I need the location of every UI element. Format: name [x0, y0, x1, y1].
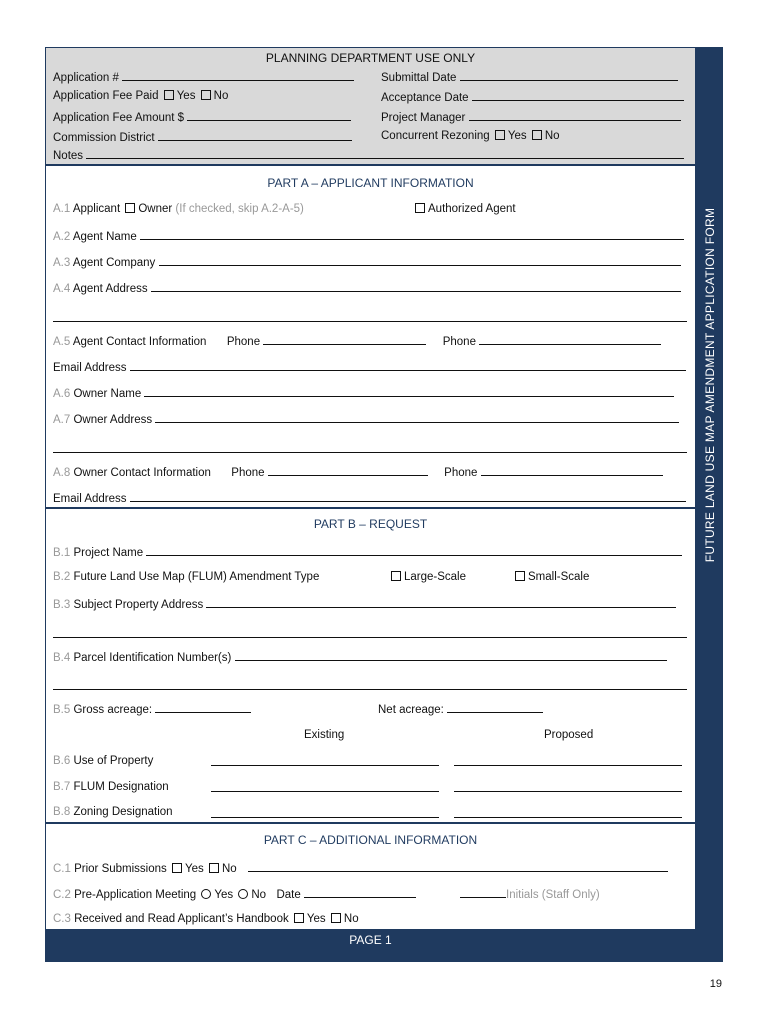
acceptance-date-row: Acceptance Date [381, 90, 684, 104]
prior-submissions-row: C.1 Prior Submissions Yes No [53, 861, 668, 875]
handbook-yes-checkbox[interactable] [294, 913, 304, 923]
owner-contact-row: A.8 Owner Contact Information Phone Phone [53, 465, 663, 479]
owner-address-row: A.7 Owner Address [53, 412, 679, 426]
application-number-field[interactable] [122, 70, 354, 81]
rezoning-yes-checkbox[interactable] [495, 130, 505, 140]
agent-phone-field-2[interactable] [479, 334, 661, 345]
form-frame [45, 47, 696, 962]
zoning-existing-field[interactable] [211, 807, 439, 818]
project-manager-field[interactable] [469, 110, 681, 121]
owner-email-field[interactable] [130, 491, 686, 502]
zoning-designation-row: B.8 Zoning Designation [53, 806, 173, 818]
parcel-id-line-2[interactable] [53, 689, 687, 690]
flum-proposed-field[interactable] [454, 781, 682, 792]
initials-row: Initials (Staff Only) [460, 887, 600, 901]
agent-phone-field-1[interactable] [263, 334, 426, 345]
pre-app-no-radio[interactable] [238, 889, 248, 899]
agent-contact-row: A.5 Agent Contact Information Phone Phone [53, 334, 661, 348]
notes-row: Notes [53, 148, 684, 162]
footer-page-label: PAGE 1 [349, 933, 392, 947]
large-scale-checkbox[interactable] [391, 571, 401, 581]
agent-name-field[interactable] [140, 229, 684, 240]
page-footer [46, 929, 695, 961]
fee-paid-yes-checkbox[interactable] [164, 90, 174, 100]
part-b-title: PART B – REQUEST [313, 517, 428, 531]
agent-email-row: Email Address [53, 360, 686, 374]
flum-designation-row: B.7 FLUM Designation [53, 781, 169, 793]
authorized-agent-option: Authorized Agent [413, 203, 516, 215]
owner-name-row: A.6 Owner Name [53, 386, 674, 400]
owner-phone-field-2[interactable] [481, 465, 663, 476]
fee-paid-no-checkbox[interactable] [201, 90, 211, 100]
notes-field[interactable] [86, 148, 684, 159]
flum-existing-field[interactable] [211, 781, 439, 792]
rezoning-no-checkbox[interactable] [532, 130, 542, 140]
prior-no-checkbox[interactable] [209, 863, 219, 873]
sidebar-title: FUTURE LAND USE MAP AMENDMENT APPLICATION FORM [702, 207, 717, 562]
owner-address-line-2[interactable] [53, 452, 687, 453]
planning-title: PLANNING DEPARTMENT USE ONLY [265, 51, 476, 65]
part-b-divider [46, 822, 695, 824]
part-a-divider [46, 507, 695, 509]
net-acreage-row: Net acreage: [378, 702, 543, 716]
prior-yes-checkbox[interactable] [172, 863, 182, 873]
use-existing-field[interactable] [211, 755, 439, 766]
small-scale-checkbox[interactable] [515, 571, 525, 581]
page-number: 19 [709, 978, 722, 990]
fee-paid-row: Application Fee Paid Yes No [53, 90, 229, 102]
zoning-proposed-field[interactable] [454, 807, 682, 818]
fee-amount-row: Application Fee Amount $ [53, 110, 351, 124]
owner-email-row: Email Address [53, 491, 686, 505]
parcel-id-field[interactable] [235, 650, 667, 661]
form-title-sidebar [696, 47, 723, 962]
flum-amendment-type-row: B.2 Future Land Use Map (FLUM) Amendment Type [53, 571, 320, 583]
prior-submissions-field[interactable] [248, 861, 668, 872]
initials-field[interactable] [460, 887, 506, 898]
use-proposed-field[interactable] [454, 755, 682, 766]
net-acreage-field[interactable] [447, 702, 543, 713]
fee-amount-field[interactable] [187, 110, 351, 121]
pre-app-date-field[interactable] [304, 887, 416, 898]
submittal-date-field[interactable] [460, 70, 678, 81]
agent-address-line-2[interactable] [53, 321, 687, 322]
application-number-row: Application # [53, 70, 354, 84]
agent-company-row: A.3 Agent Company [53, 255, 681, 269]
commission-district-field[interactable] [158, 130, 352, 141]
large-scale-option: Large-Scale [389, 571, 466, 583]
owner-checkbox[interactable] [125, 203, 135, 213]
part-a-title: PART A – APPLICANT INFORMATION [267, 176, 474, 190]
parcel-id-row: B.4 Parcel Identification Number(s) [53, 650, 667, 664]
project-name-field[interactable] [146, 545, 682, 556]
concurrent-rezoning-row: Concurrent Rezoning Yes No [381, 130, 560, 142]
owner-address-field[interactable] [155, 412, 679, 423]
project-name-row: B.1 Project Name [53, 545, 682, 559]
commission-district-row: Commission District [53, 130, 352, 144]
acceptance-date-field[interactable] [472, 90, 684, 101]
authorized-agent-checkbox[interactable] [415, 203, 425, 213]
pre-application-row: C.2 Pre-Application Meeting Yes No Date [53, 887, 416, 901]
handbook-no-checkbox[interactable] [331, 913, 341, 923]
agent-name-row: A.2 Agent Name [53, 229, 684, 243]
gross-acreage-row: B.5 Gross acreage: [53, 702, 251, 716]
part-c-title: PART C – ADDITIONAL INFORMATION [263, 833, 478, 847]
project-manager-row: Project Manager [381, 110, 681, 124]
owner-phone-field-1[interactable] [268, 465, 428, 476]
agent-address-field[interactable] [151, 281, 681, 292]
subject-property-line-2[interactable] [53, 637, 687, 638]
gross-acreage-field[interactable] [155, 702, 251, 713]
submittal-date-row: Submittal Date [381, 70, 678, 84]
applicant-row: A.1 Applicant Owner (If checked, skip A.2-A-5) [53, 203, 304, 215]
agent-email-field[interactable] [130, 360, 686, 371]
handbook-row: C.3 Received and Read Applicant’s Handbook Yes No [53, 913, 359, 925]
agent-company-field[interactable] [159, 255, 681, 266]
owner-name-field[interactable] [144, 386, 674, 397]
proposed-header: Proposed [544, 729, 594, 741]
subject-property-row: B.3 Subject Property Address [53, 597, 676, 611]
planning-department-section [46, 48, 695, 166]
existing-header: Existing [304, 729, 345, 741]
subject-property-field[interactable] [206, 597, 676, 608]
pre-app-yes-radio[interactable] [201, 889, 211, 899]
use-of-property-row: B.6 Use of Property [53, 755, 154, 767]
small-scale-option: Small-Scale [513, 571, 589, 583]
agent-address-row: A.4 Agent Address [53, 281, 681, 295]
